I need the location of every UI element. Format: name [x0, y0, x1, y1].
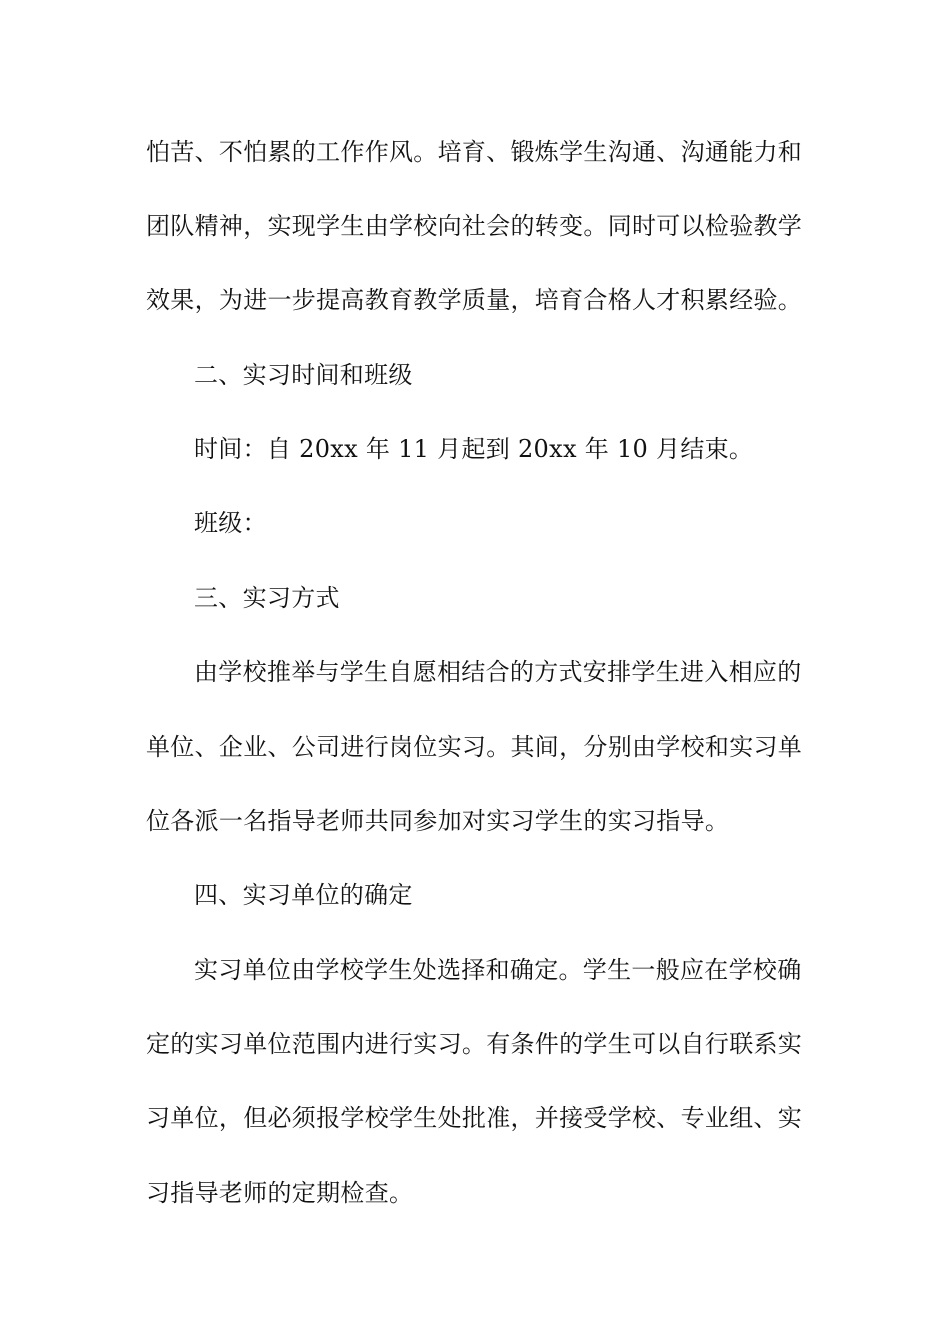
body-text-line: 定的实习单位范围内进行实习。有条件的学生可以自行联系实 [146, 1030, 803, 1058]
section-heading: 四、实习单位的确定 [194, 881, 413, 909]
section-heading: 二、实习时间和班级 [194, 361, 413, 389]
body-text-line: 怕苦、不怕累的工作作风。培育、锻炼学生沟通、沟通能力和 [146, 138, 803, 166]
body-text-line: 班级： [194, 509, 267, 537]
body-text-line: 效果，为进一步提高教育教学质量，培育合格人才积累经验。 [146, 286, 803, 314]
body-text-line: 习指导老师的定期检查。 [146, 1179, 414, 1207]
body-text-line: 单位、企业、公司进行岗位实习。其间，分别由学校和实习单 [146, 733, 803, 761]
body-text-line: 时间：自 20xx 年 11 月起到 20xx 年 10 月结束。 [194, 435, 754, 463]
body-text-line: 团队精神，实现学生由学校向社会的转变。同时可以检验教学 [146, 212, 803, 240]
section-heading: 三、实习方式 [194, 584, 340, 612]
body-text-line: 实习单位由学校学生处选择和确定。学生一般应在学校确 [194, 956, 802, 984]
body-text-line: 习单位，但必须报学校学生处批准，并接受学校、专业组、实 [146, 1104, 803, 1132]
body-text-line: 由学校推举与学生自愿相结合的方式安排学生进入相应的 [194, 658, 802, 686]
body-text-line: 位各派一名指导老师共同参加对实习学生的实习指导。 [146, 807, 730, 835]
